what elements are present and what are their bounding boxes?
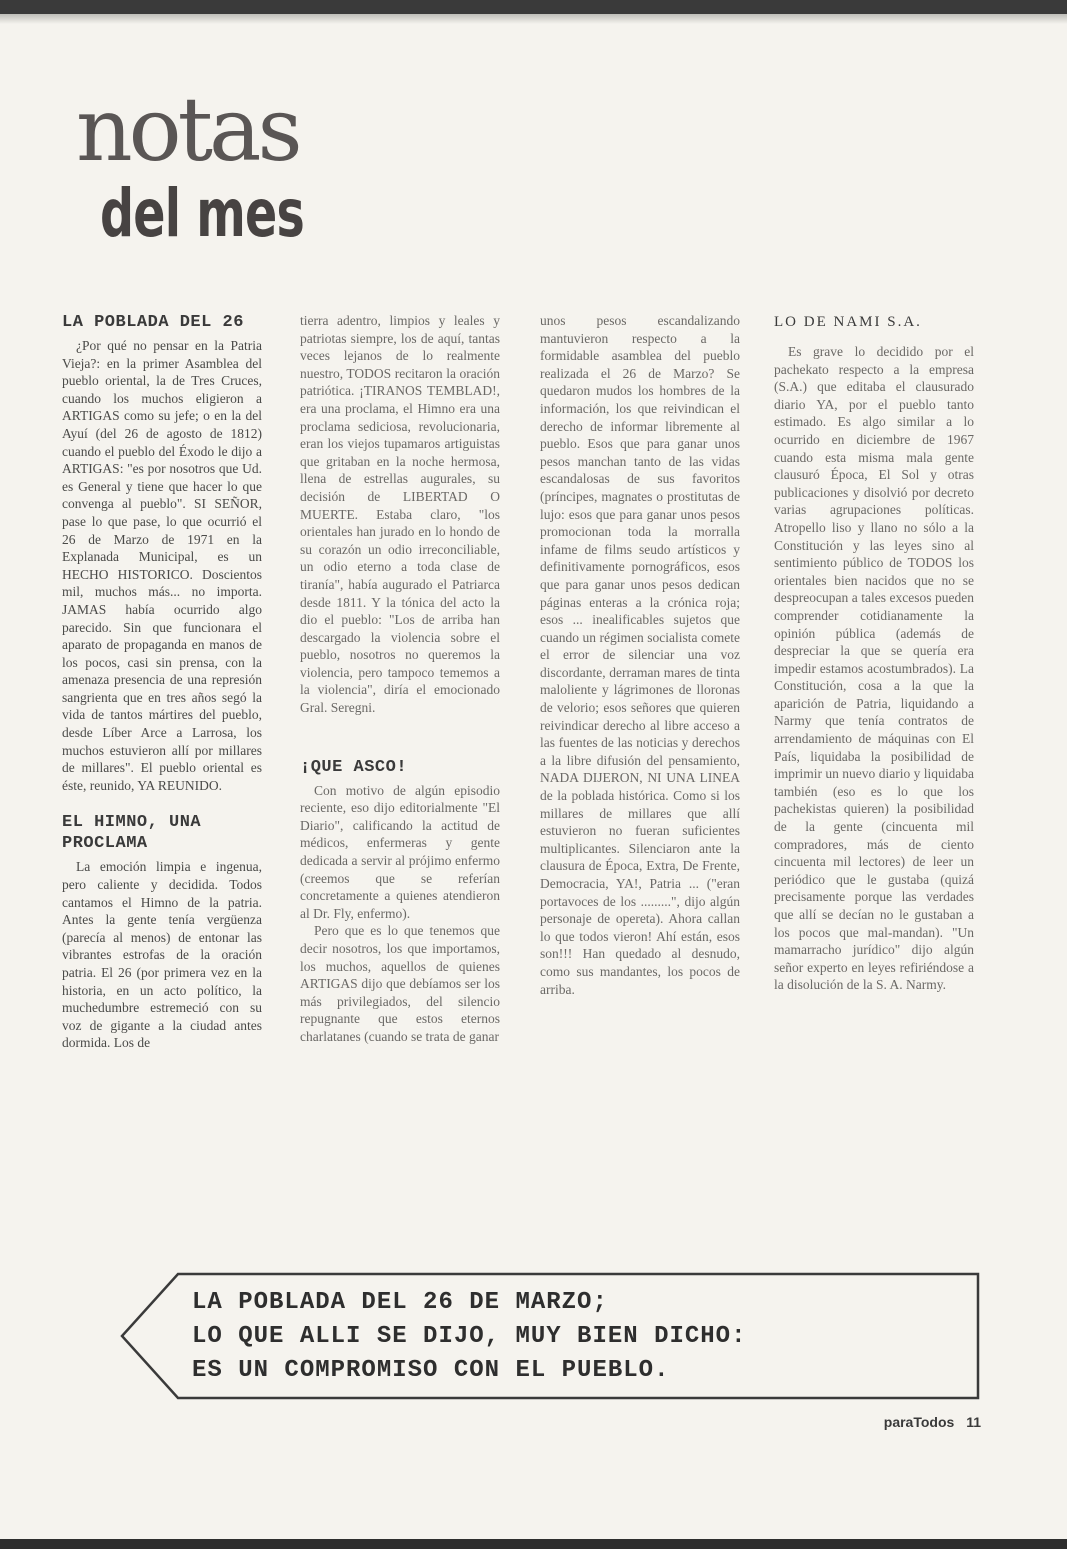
article-columns	[62, 312, 992, 1222]
top-scan-band	[0, 0, 1067, 14]
heading-la-poblada: LA POBLADA DEL 26	[62, 313, 244, 332]
column-4	[774, 312, 974, 994]
magazine-name: paraTodos	[883, 1414, 955, 1430]
section-masthead	[76, 78, 383, 252]
paragraph-himno-continued: tierra adentro, limpios y leales y patriotas siempre, los de aquí, tantas veces lejanos de lo realmente nuestro, TODOS recitaron la oración patriótica. ¡TIRANOS TEMBLAD!, era una proclama, el Himno era una proclama sediciosa, revolucionaria, eran los viejos tupamaros artiguistas que gritaban en la noche hermosa, llena de estrellas augurales, su decisión de LIBERTAD O MUERTE. Estaba claro, "los orientales han jurado en lo hondo de su corazón un odio irreconciliable, un odio eterno a toda clase de tiranía", había augurado el Patriarca desde 1811. Y la tónica del acto la dio el pueblo: "Los de arriba han descargado la violencia sobre el pueblo, nosotros no queremos la violencia, pero tampoco tememos a la violencia", diría el emocionado Gral. Seregni.	[300, 313, 500, 716]
banner-line-3: ES UN COMPROMISO CON EL PUEBLO.	[192, 1357, 670, 1384]
masthead-del-mes: del mes	[100, 175, 305, 252]
paragraph-que-asco-1: Con motivo de algún episodio reciente, eso dijo editorialmente "El Diario", calificando la actitud de médicos, enfermeras y gente dedicada a servir al prójimo enfermo (creemos que se referían concretamente a quienes atendieron al Dr. Fly, enfermo).	[300, 782, 500, 921]
paragraph-la-poblada: ¿Por qué no pensar en la Patria Vieja?: en la primer Asamblea del pueblo oriental, la de Tres Cruces, cuando los muchos eligieron a ARTIGAS como su jefe; o en la del Ayuí (del 26 de agosto de 1812) cuando el pueblo del Éxodo le dijo a ARTIGAS: "es por nosotros que Ud. es General y tiene que hacer lo que convenga al pueblo". SI SEÑOR, pase lo que pase, lo que ocurrió el 26 de Marzo de 1971 en la Explanada Municipal, es un HECHO HISTORICO. Doscientos mil, muchos más... no importa. JAMAS había ocurrido algo parecido. Sin que funcionara el aparato de propaganda en manos de los pocos, casi sin prensa, con la amenaza presencia de una represión sangrienta que en tres años segó la vida de tantos mártires del pueblo, desde Líber Arce a Larrosa, los muchos estuvieron allí por millares de millares". El pueblo oriental es éste, reunido, YA REUNIDO.	[62, 338, 262, 793]
heading-que-asco: ¡QUE ASCO!	[300, 757, 408, 777]
masthead-notas: notas	[76, 78, 299, 181]
slogan-banner	[120, 1272, 980, 1400]
paragraph-que-asco-2: Pero que es lo que tenemos que decir nosotros, los que importamos, los muchos, aquellos de quienes ARTIGAS dijo que debíamos ser los más privilegiados, del silencio repugnante que estos eternos charlatanes (cuando se trata de ganar	[300, 923, 500, 1044]
page-number: 11	[966, 1414, 981, 1430]
paragraph-que-asco-continued: unos pesos escandalizando mantuvieron respecto a la formidable asamblea del pueblo realizada el 26 de Marzo? Se quedaron mudos los hombres de la información, los que reivindican el derecho de informar libremente al pueblo. Esos que para ganar unos pesos manchan tanto de las vidas escandalosas de sus favoritos (príncipes, magnates o prostitutas de lujo: esos que para ganar unos pesos promocionan toda la morralla infame de films seudo artísticos y definitivamente pornográficos, esos que para ganar unos pesos dedican páginas enteras a la crónica roja; esos ... inealificables sujetos que cuando un régimen socialista comete el error de silenciar una voz discordante, derraman mares de tinta maloliente y lágrimones de lloronas de velorio; esos señores que quieren reivindicar derecho al libre acceso a las fuentes de las noticias y derechos a la libre difusión del pensamiento, NADA DIJERON, NI UNA LINEA de la poblada histórica. Como si los millares de millares que allí estuvieron no fueran suficientes multiplicantes. Silenciaron ante la clausura de Época, Extra, De Frente, Democracia, YA!, Patria ... ("eran portavoces de los .........", dijo algún personaje de opereta). Ahora callan lo que todos vieron! Ahí están, esos son!!! Han quedado al desnudo, como sus mandantes, los pocos de arriba.	[540, 313, 740, 997]
banner-line-1: LA POBLADA DEL 26 DE MARZO;	[192, 1289, 608, 1316]
page-footer	[884, 1414, 981, 1430]
heading-el-himno: EL HIMNO, UNA PROCLAMA	[62, 813, 202, 854]
banner-text	[192, 1286, 962, 1388]
paragraph-el-himno: La emoción limpia e ingenua, pero caliente y decidida. Todos cantamos el Himno de la patria. Antes la gente tenía vergüenza (parecía al menos) de entonar las vibrantes estrofas de la oración patria. El 26 (por primera vez en la historia, en un acto político, la muchedumbre estremeció con su voz de gigante a la ciudad antes dormida. Los de	[62, 859, 262, 1051]
paragraph-lo-de-nami: Es grave lo decidido por el pachekato respecto a la empresa (S.A.) que editaba el clausurado diario YA, por el pueblo tanto estimado. Es algo similar a lo ocurrido en diciembre de 1967 cuando esta misma mala gente clausuró Época, El Sol y otras publicaciones y disolvió por decreto varias agrupaciones políticas. Atropello liso y llano no sólo a la Constitución y las leyes sino al sentimiento público de TODOS los orientales bien nacidos que no se despreocupan a tales excesos pueden comprender cotidianamente la opinión pública (además de despreciar la que se quería era impedir estamos acostumbrados). La Constitución, cosa a la que la aparición de Patria, liquidando a Narmy que tenía contratos de arrendamiento de máquinas con El País, liquidaba la posibilidad de imprimir un nuevo diario y liquidaba también (eso es lo que los pachekistas quieren) la posibilidad de la gente (cincuenta mil compradores, más de ciento cincuenta mil lectores) de leer un periódico que le gustaba (quizá precisamente porque las verdades que allí se decían no le gustaban a los pocos que mal-mandan). "Un mamarracho jurídico" dijo algún señor experto en leyes refiriéndose a la disolución de la S. A. Narmy.	[774, 344, 974, 993]
column-1	[62, 312, 262, 1052]
bottom-scan-band	[0, 1539, 1067, 1549]
heading-lo-de-nami: LO DE NAMI S.A.	[774, 314, 922, 330]
column-2	[300, 312, 500, 1046]
banner-line-2: LO QUE ALLI SE DIJO, MUY BIEN DICHO:	[192, 1323, 747, 1350]
column-3	[540, 312, 740, 998]
